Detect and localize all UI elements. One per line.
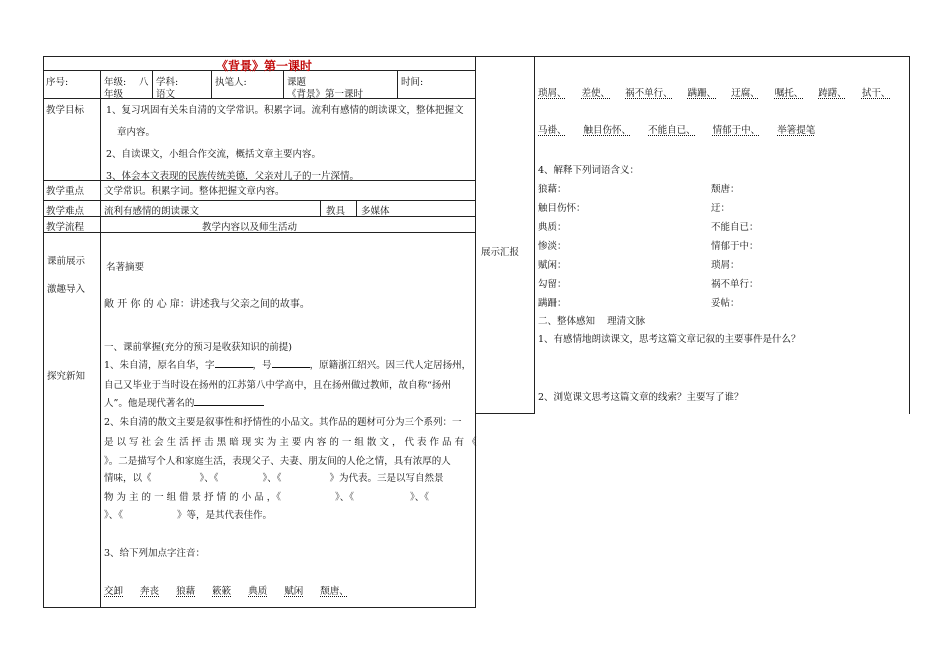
q1-line1: 1、朱自清，原名自华，字 ，号 ，原籍浙江绍兴。因三代人定居扬州， [104,360,472,371]
q4-term: 赋闲： [538,260,567,271]
q4-term: 祸不单行： [711,279,759,290]
subject-label: 学科: [156,77,179,88]
q2-line4: 情味，以《 》、《 》、《 》为代表。三是以写自然景 [104,473,444,484]
key-point-label: 教学重点 [46,186,85,197]
q1-line2: 自己又毕业于当时设在扬州的江苏第八中学高中，且在扬州做过教师，故自称“扬州 [104,380,451,391]
q4-term: 典质： [538,222,567,233]
section-zshb: 展示汇报 [481,247,520,258]
author-label: 执笔人: [215,77,247,88]
q4-term: 蹒跚： [538,298,567,309]
topic-label: 课题 [287,77,307,88]
part2-q2: 2、浏览课文思考这篇文章的线索？主要写了谁？ [538,392,744,403]
q4-term: 颓唐： [711,184,740,195]
section-jqdr: 激趣导入 [47,284,86,295]
word: 蹒跚、 [687,88,717,99]
section-tjxz: 探究新知 [47,371,86,382]
time-label: 时间: [401,77,424,88]
section-kqzs: 课前展示 [47,256,86,267]
prep-heading: 一、课前掌握(充分的预习是收获知识的前提) [104,342,292,353]
q3-word: 奔丧 [140,586,160,597]
q1-line3: 人”。他是现代著名的 [104,395,264,409]
goals-label: 教学目标 [46,105,85,116]
word: 马褂、 [538,125,567,136]
flow-label: 教学流程 [46,222,85,233]
difficulty-label: 教学难点 [46,206,85,217]
blank-hao[interactable] [272,358,310,368]
q4-term: 琐屑： [711,260,740,271]
grade-label: 年级: [104,77,127,88]
xuhao-label: 序号: [46,77,69,88]
q3-word: 颓唐、 [320,586,349,597]
word: 触目伤怀、 [583,125,632,136]
goal-1b: 章内容。 [117,127,156,138]
word: 踌躇、 [818,88,847,99]
grade-value: 八 [139,77,149,88]
q3-word: 簌簌 [212,586,232,597]
page-title: 《背景》第一课时 [216,59,313,73]
grade-tail: 年级 [104,89,124,100]
word: 拭干、 [861,88,891,99]
words-row-1 [538,85,890,99]
q2-line5: 物 为 主 的 一 组 借 景 抒 情 的 小 品 ，《 》、《 》、《 [104,492,430,503]
part2-heading: 二、整体感知 理清文脉 [538,316,646,327]
q4-term: 妥帖： [711,298,740,309]
q2-line2: 是 以 写 社 会 生 活 抨 击 黑 暗 现 实 为 主 要 内 容 的 一 组 散 文 ， 代 表 作 品 有 《 [104,437,477,448]
word: 不能自已、 [648,125,696,136]
word: 差使、 [581,88,611,99]
goal-3: 3、体会本文表现的民族传统美德，父亲对儿子的一片深情。 [106,171,360,182]
q4-term: 情郁于中： [711,241,759,252]
q2-line6: 》、《 》等，是其代表佳作。 [104,510,273,521]
q3-word: 狼藉 [176,586,196,597]
goal-1a: 1、复习巩固有关朱自清的文学常识。积累字词。流利有感情的朗读课文，整体把握文 [106,105,464,116]
subject-value: 语文 [156,89,176,100]
word: 迂腐、 [731,88,760,99]
q3-word: 典质 [248,586,268,597]
q3-word: 交卸 [104,586,124,597]
topic-value: 《背景》第一课时 [287,89,364,100]
word: 祸不单行、 [625,88,673,99]
famous-book-summary: 名著摘要 [106,262,145,273]
open-heart-prompt: 敞 开 你 的 心 扉：讲述我与父亲之间的故事。 [104,299,310,310]
q4-term: 狼藉： [538,184,567,195]
word: 情郁于中、 [712,125,761,136]
q3-word: 赋闲 [284,586,304,597]
difficulty-text: 流利有感情的朗读课文 [104,206,200,217]
q4-term: 勾留： [538,279,567,290]
part2-q1: 1、有感情地朗读课文，思考这篇文章记叙的主要事件是什么？ [538,334,801,345]
q4-term: 惨淡： [538,241,567,252]
words-row-2 [538,122,815,136]
q3-words [104,583,349,597]
q3-heading: 3、给下列加点字注音： [104,548,206,559]
blank-identity[interactable] [194,396,264,406]
word: 嘱托、 [774,88,804,99]
q4-term: 不能自已： [711,222,759,233]
flow-header: 教学内容以及师生活动 [202,222,298,233]
blank-zi[interactable] [215,358,253,368]
q2-line3: 》。二是描写个人和家庭生活，表现父子、夫妻、朋友间的人伦之情，具有浓厚的人 [104,456,451,467]
q2-line1: 2、朱自清的散文主要是叙事性和抒情性的小品文。其作品的题材可分为三个系列：一 [104,417,462,428]
q4-term: 迂： [711,203,731,214]
word: 琐屑、 [538,88,567,99]
key-point-text: 文学常识。积累字词。整体把握文章内容。 [104,186,285,197]
goal-2: 2、自读课文，小组合作交流，概括文章主要内容。 [106,149,322,160]
word: 举箸提笔 [777,125,816,136]
q4-term: 触目伤怀： [538,203,586,214]
q4-heading: 4、解释下列词语含义： [538,165,640,176]
tool-value: 多媒体 [361,206,390,217]
tool-label: 教具 [326,206,346,217]
